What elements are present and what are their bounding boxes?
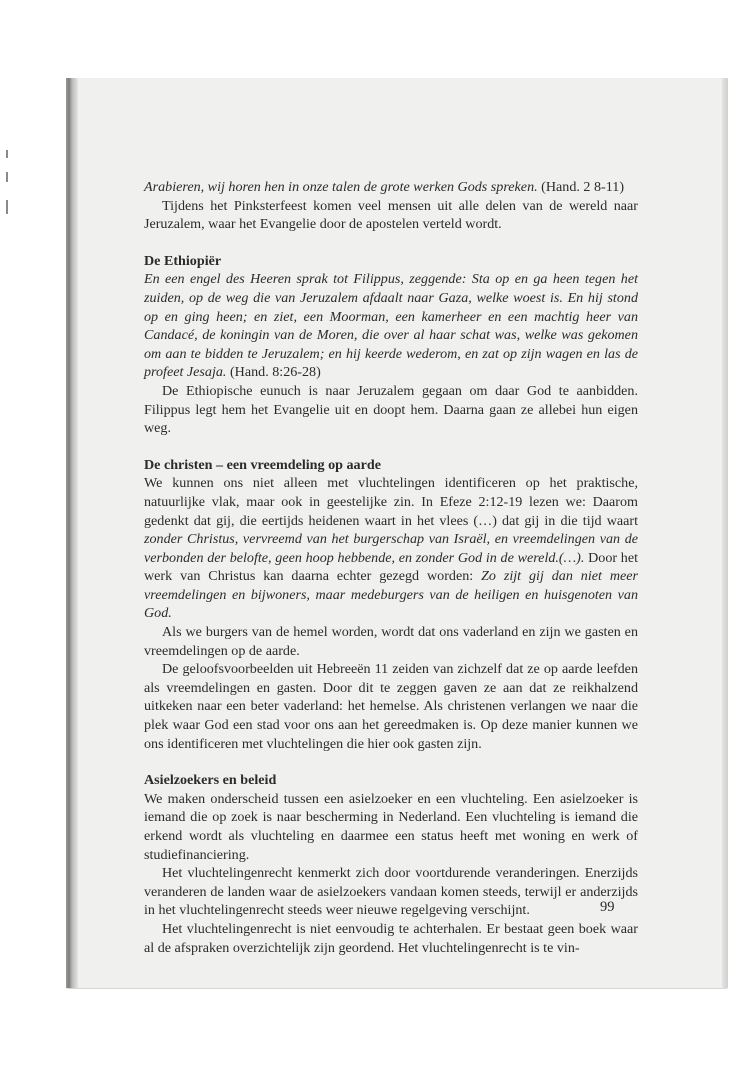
section-heading-asielzoekers: Asielzoekers en beleid	[144, 772, 277, 789]
paragraph: De Ethiopische eunuch is naar Jeruzalem gegaan om daar God te aanbidden. Filippus legt hem het Evangelie uit en doopt hem. Daarna gaan ze allebei hun eigen weg.	[144, 382, 638, 437]
paragraph-quote-acts-2: Arabieren, wij horen hen in onze talen de grote werken Gods spreken. (Hand. 2 8-11)	[144, 179, 625, 195]
section-heading-ethiopier: De Ethiopiër	[144, 252, 222, 269]
paragraph: Het vluchtelingenrecht kenmerkt zich door voortdurende veranderingen. Enerzijds veranderen de landen waar de asielzoekers vandaan komen steeds, terwijl er anderzijds in het vluchtelingenrecht steeds weer nieuwe regelgeving verschijnt.	[144, 865, 638, 919]
paragraph: De geloofsvoorbeelden uit Hebreeën 11 zeiden van zichzelf dat ze op aarde leefden als vreemdelingen en gasten. Door dit te zeggen gaven ze aan dat ze reikhalzend uitkeken naar een beter vaderland: het hemelse. Als christenen verlangen we naar die plek waar God een stad voor ons aan het gereedmaken is. Op deze manier kunnen we ons identificeren met vluchtelingen die hier ook gasten zijn.	[144, 661, 638, 752]
paragraph-efeze: We kunnen ons niet alleen met vluchtelingen identificeren op het praktische, natuurlijke vlak, maar ook in geestelijke zin. In Efeze 2:12-19 lezen we: Daarom gedenkt dat gij, die eertijds heidenen waart in het vlees (…) dat gij in die tijd waart zonder Christus, vervreemd van het burgerschap van Israël, en vreemdelingen van de verbonden der belofte, geen hoop hebbende, en zonder God in de wereld.(…). Door het werk van Christus kan daarna echter gezegd worden: Zo zijt gij dan niet meer vreemdelingen en bijwoners, maar medeburgers van de heiligen en huisgenoten van God.	[144, 475, 638, 622]
page-number: 99	[600, 899, 615, 915]
section-heading-christen: De christen – een vreemdeling op aarde	[144, 456, 381, 473]
paragraph-quote-acts-8: En een engel des Heeren sprak tot Filippus, zeggende: Sta op en ga heen tegen het zuiden, op de weg die van Jeruzalem afdaalt naar Gaza, welke woest is. En hij stond op en ging heen; en ziet, een Moorman, een kamerheer en een machtig heer van Candacé, de koningin van de Moren, die over al haar schat was, welke was gekomen om aan te bidden te Jeruzalem; en hij keerde wederom, en zat op zijn wagen en las de profeet Jesaja. (Hand. 8:26-28)	[144, 271, 638, 381]
paragraph: We maken onderscheid tussen een asielzoeker en een vluchteling. Een asielzoeker is iemand die op zoek is naar bescherming in Nederland. Een vluchteling is iemand die erkend wordt als vluchteling en daarmee een status heeft met woning en werk of studiefinanciering.	[144, 790, 638, 863]
paragraph: Tijdens het Pinksterfeest komen veel mensen uit alle delen van de wereld naar Jeruzalem, waar het Evangelie door de apostelen verteld wordt.	[144, 197, 638, 233]
margin-mark	[6, 150, 8, 158]
book-spine-shadow	[66, 78, 78, 988]
paragraph: Het vluchtelingenrecht is niet eenvoudig te achterhalen. Er bestaat geen boek waar al de afspraken overzichtelijk zijn geordend. Het vluchtelingenrecht is te vin-	[144, 920, 638, 956]
paragraph: Als we burgers van de hemel worden, wordt dat ons vaderland en zijn we gasten en vreemdelingen op de aarde.	[144, 624, 638, 659]
margin-mark	[6, 172, 8, 182]
page-edge	[722, 78, 728, 988]
margin-mark	[6, 200, 8, 214]
page-body	[144, 178, 638, 957]
